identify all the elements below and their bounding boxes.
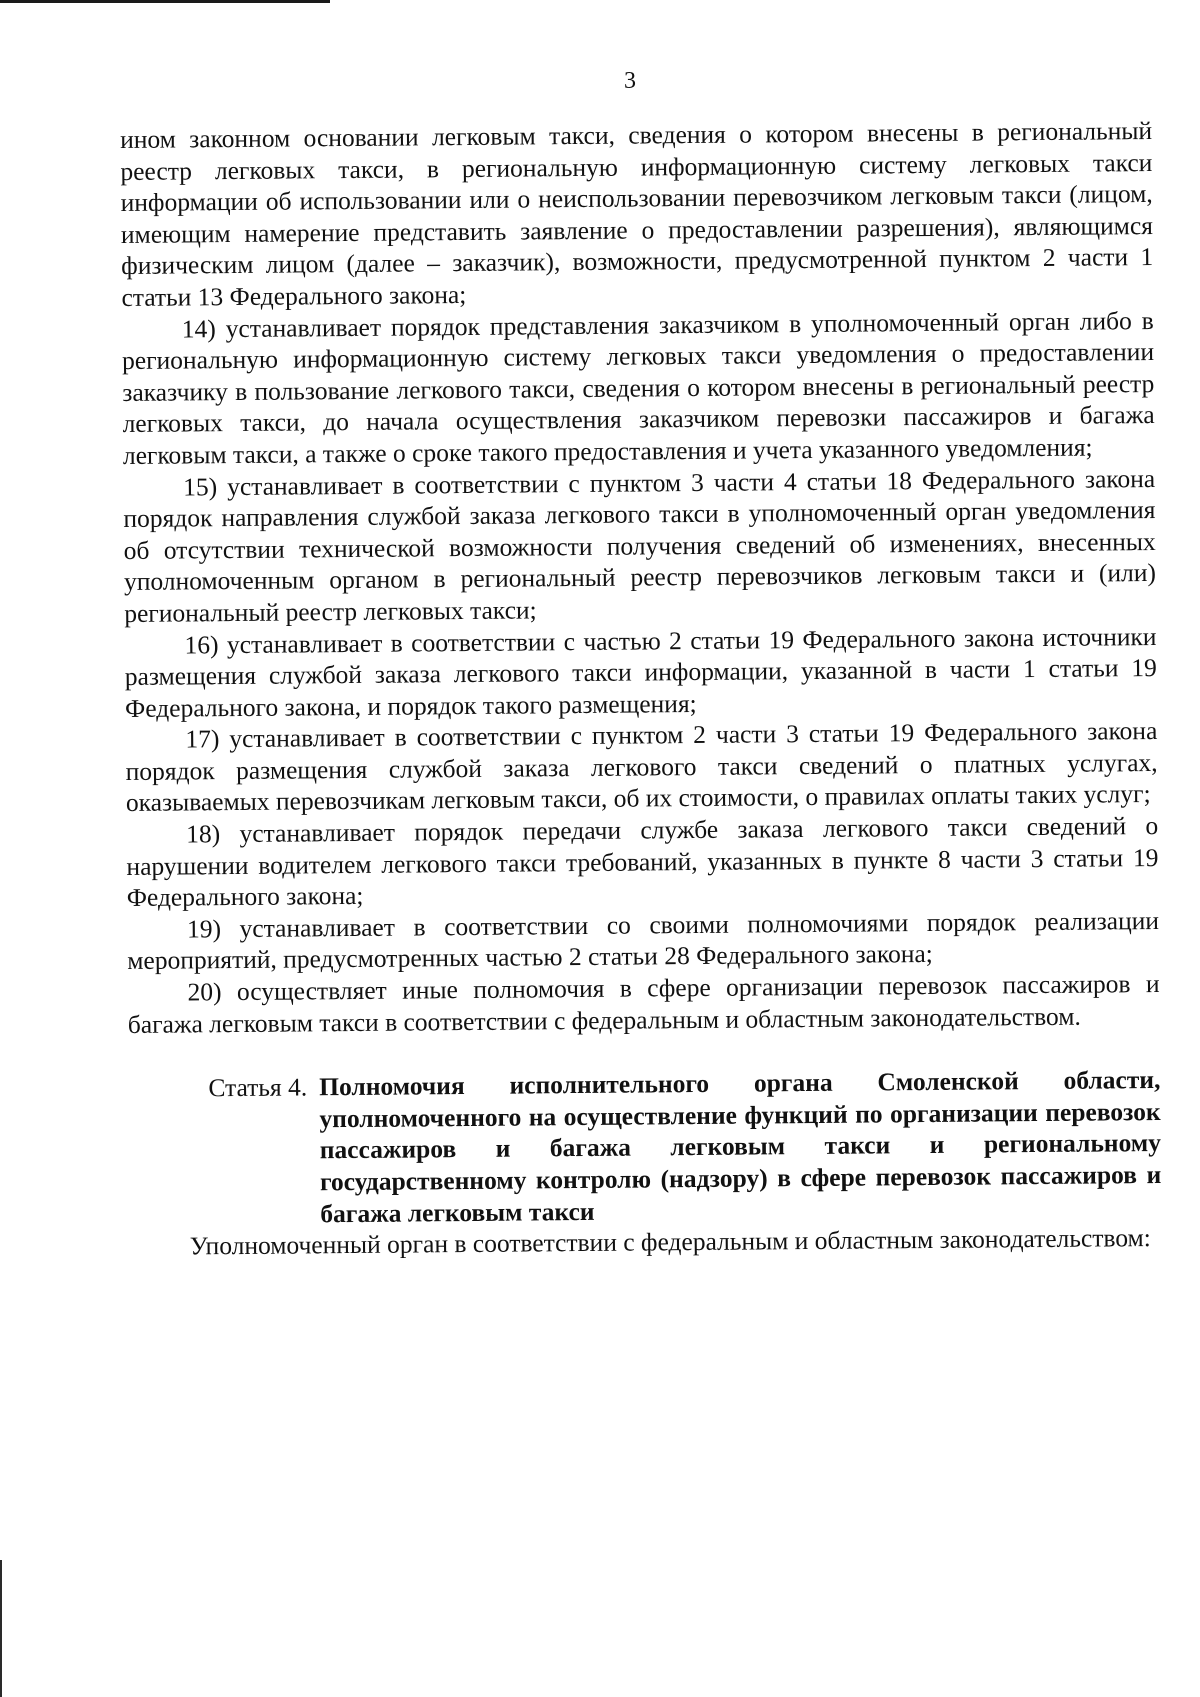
closing-paragraph: Уполномоченный орган в соответствии с федеральным и областным законодательством:	[189, 1223, 1151, 1261]
scan-edge-top	[0, 0, 330, 3]
article-label: Статья 4.	[208, 1072, 308, 1103]
article-heading	[128, 1064, 1161, 1231]
page-number: 3	[624, 68, 636, 94]
paragraph-item-15: 15) устанавливает в соответствии с пунктом 3 части 4 статьи 18 Федерального закона порядок направления службой заказа легкового такси в уполномоченный орган уведомления об отсутствии технической возможности получения сведений об изменениях, внесенных уполномоченным органом в региональный реестр перевозчиков легковым такси и (или) региональный реестр легковых такси;	[123, 463, 1157, 628]
paragraph-item-20: 20) осуществляет иные полномочия в сфере организации перевозок пассажиров и багажа легковым такси в соответствии с федеральным и областным законодательством.	[127, 968, 1160, 1039]
paragraph-item-17: 17) устанавливает в соответствии с пунктом 2 части 3 статьи 19 Федерального закона порядок размещения службой заказа легкового такси сведений о платных услугах, оказываемых перевозчикам легковым такси, об их стоимости, о правилах оплаты таких услуг;	[125, 716, 1158, 818]
paragraph-item-16: 16) устанавливает в соответствии с частью 2 статьи 19 Федерального закона источники размещения службой заказа легкового такси информации, указанной в части 1 статьи 19 Федерального закона, и порядок такого размещения;	[124, 621, 1157, 723]
article-title: Полномочия исполнительного органа Смоленской области, уполномоченного на осуществление функций по организации перевозок пассажиров и багажа легковым такси и региональному государственному контролю (надзору) в сфере перевозок пассажиров и багажа легковым такси	[319, 1065, 1162, 1228]
document-body	[120, 115, 1162, 1263]
paragraph-continuation: ином законном основании легковым такси, сведения о котором внесены в региональный реестр легковых такси, в региональную информационную систему легковых такси информации об использовании или о неиспользовании перевозчиком легковым такси (лицом, имеющим намерение представить заявление о предоставлении разрешения), являющимся физическим лицом (далее – заказчик), возможности, предусмотренной пунктом 2 части 1 статьи 13 Федерального закона;	[120, 115, 1154, 312]
paragraph-item-14: 14) устанавливает порядок представления заказчиком в уполномоченный орган либо в региональную информационную систему легковых такси уведомления о предоставлении заказчику в пользование легкового такси, сведения о котором внесены в региональный реестр легковых такси, до начала осуществления заказчиком перевозки пассажиров и багажа легковым такси, а также о сроке такого предоставления и учета указанного уведомления;	[121, 305, 1155, 470]
scan-edge-left	[0, 1560, 2, 1697]
paragraph-item-18: 18) устанавливает порядок передачи службе заказа легкового такси сведений о нарушении водителем легкового такси требований, указанных в пункте 8 части 3 статьи 19 Федерального закона;	[126, 811, 1159, 913]
paragraph-item-19: 19) устанавливает в соответствии со своими полномочиями порядок реализации мероприятий, предусмотренных частью 2 статьи 28 Федерального закона;	[127, 905, 1160, 976]
